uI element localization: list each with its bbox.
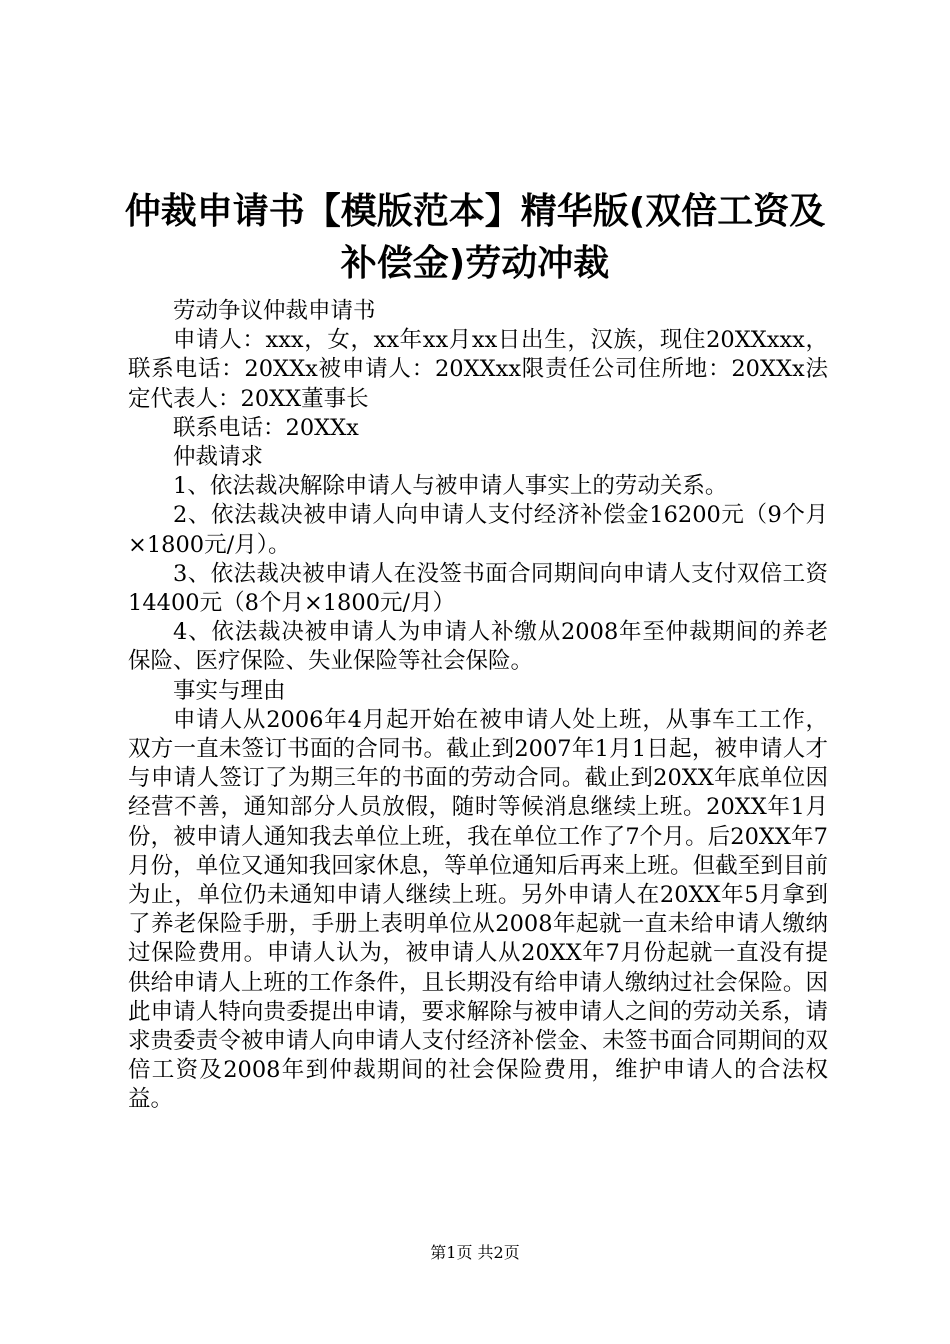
request-item-4: 4、依法裁决被申请人为申请人补缴从2008年至仲裁期间的养老保险、医疗保险、失业保险等社会保险。 bbox=[128, 619, 828, 675]
document-title: 仲裁申请书【模版范本】精华版(双倍工资及补偿金)劳动冲裁 bbox=[124, 191, 826, 284]
doc-heading-arbitration-application: 劳动争议仲裁申请书 bbox=[173, 298, 376, 324]
section-heading-requests: 仲裁请求 bbox=[173, 444, 264, 471]
section-heading-facts: 事实与理由 bbox=[173, 677, 286, 704]
contact-phone-paragraph: 联系电话：20XXx bbox=[173, 414, 359, 441]
document-body bbox=[128, 297, 828, 1115]
facts-paragraph: 申请人从2006年4月起开始在被申请人处上班，从事车工工作，双方一直未签订书面的合同书。截止到2007年1月1日起，被申请人才与申请人签订了为期三年的书面的劳动合同。截止到20XX年底单位因经营不善，通知部分人员放假，随时等候消息继续上班。20XX年1月份，被申请人通知我去单位上班，我在单位工作了7个月。后20XX年7月份，单位又通知我回家休息，等单位通知后再来上班。但截至到目前为止，单位仍未通知申请人继续上班。另外申请人在20XX年5月拿到了养老保险手册，手册上表明单位从2008年起就一直未给申请人缴纳过保险费用。申请人认为，被申请人从20XX年7月份起就一直没有提供给申请人上班的工作条件，且长期没有给申请人缴纳过社会保险。因此申请人特向贵委提出申请，要求解除与被申请人之间的劳动关系，请求贵委责令被申请人向申请人支付经济补偿金、未签书面合同期间的双倍工资及2008年到仲裁期间的社会保险费用，维护申请人的合法权益。 bbox=[128, 706, 828, 1113]
request-item-1: 1、依法裁决解除申请人与被申请人事实上的劳动关系。 bbox=[173, 473, 728, 500]
request-item-2: 2、依法裁决被申请人向申请人支付经济补偿金16200元（9个月×1800元/月）。 bbox=[128, 502, 828, 558]
applicant-info-paragraph: 申请人：xxx，女，xx年xx月xx日出生，汉族，现住20XXxxx，联系电话：20XXx被申请人：20XXxx限责任公司住所地：20XXx法定代表人：20XX董事长 bbox=[128, 327, 828, 412]
request-item-3: 3、依法裁决被申请人在没签书面合同期间向申请人支付双倍工资14400元（8个月×1800元/月） bbox=[128, 560, 828, 617]
page-footer: 第1页 共2页 bbox=[430, 1243, 520, 1262]
